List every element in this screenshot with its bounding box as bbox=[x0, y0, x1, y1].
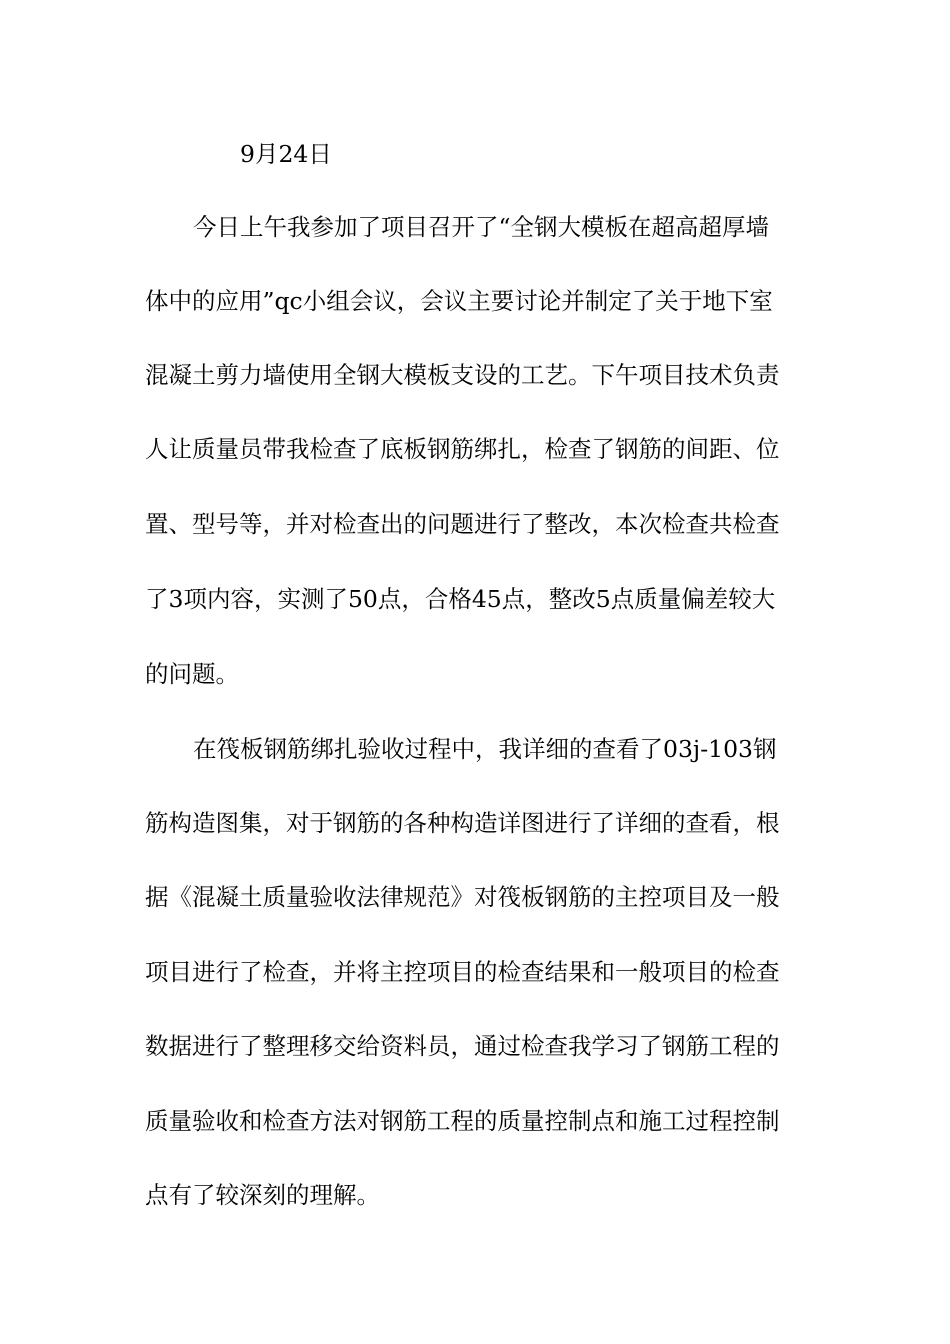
paragraph-1-line-7: 的问题。 bbox=[145, 660, 239, 688]
paragraph-2-line-6: 质量验收和检查方法对钢筋工程的质量控制点和施工过程控制 bbox=[145, 1107, 780, 1135]
paragraph-1-line-4: 人让质量员带我检查了底板钢筋绑扎，检查了钢筋的间距、位 bbox=[145, 435, 780, 463]
paragraph-1-line-2: 体中的应用”qc小组会议，会议主要讨论并制定了关于地下室 bbox=[145, 287, 773, 315]
paragraph-2-line-7: 点有了较深刻的理解。 bbox=[145, 1181, 380, 1209]
date-heading: 9月24日 bbox=[240, 140, 332, 168]
paragraph-2-line-4: 项目进行了检查，并将主控项目的检查结果和一般项目的检查 bbox=[145, 958, 780, 986]
paragraph-2-line-5: 数据进行了整理移交给资料员，通过检查我学习了钢筋工程的 bbox=[145, 1032, 780, 1060]
paragraph-2-line-3: 据《混凝土质量验收法律规范》对筏板钢筋的主控项目及一般 bbox=[145, 883, 780, 911]
paragraph-2-line-1: 在筏板钢筋绑扎验收过程中，我详细的查看了03j-103钢 bbox=[193, 735, 777, 763]
paragraph-1-line-5: 置、型号等，并对检查出的问题进行了整改，本次检查共检查 bbox=[145, 510, 780, 538]
paragraph-1-line-1: 今日上午我参加了项目召开了“全钢大模板在超高超厚墙 bbox=[193, 213, 770, 241]
paragraph-2-line-2: 筋构造图集，对于钢筋的各种构造详图进行了详细的查看，根 bbox=[145, 809, 780, 837]
paragraph-1-line-6: 了3项内容，实测了50点，合格45点，整改5点质量偏差较大 bbox=[145, 585, 776, 613]
paragraph-1-line-3: 混凝土剪力墙使用全钢大模板支设的工艺。下午项目技术负责 bbox=[145, 361, 780, 389]
